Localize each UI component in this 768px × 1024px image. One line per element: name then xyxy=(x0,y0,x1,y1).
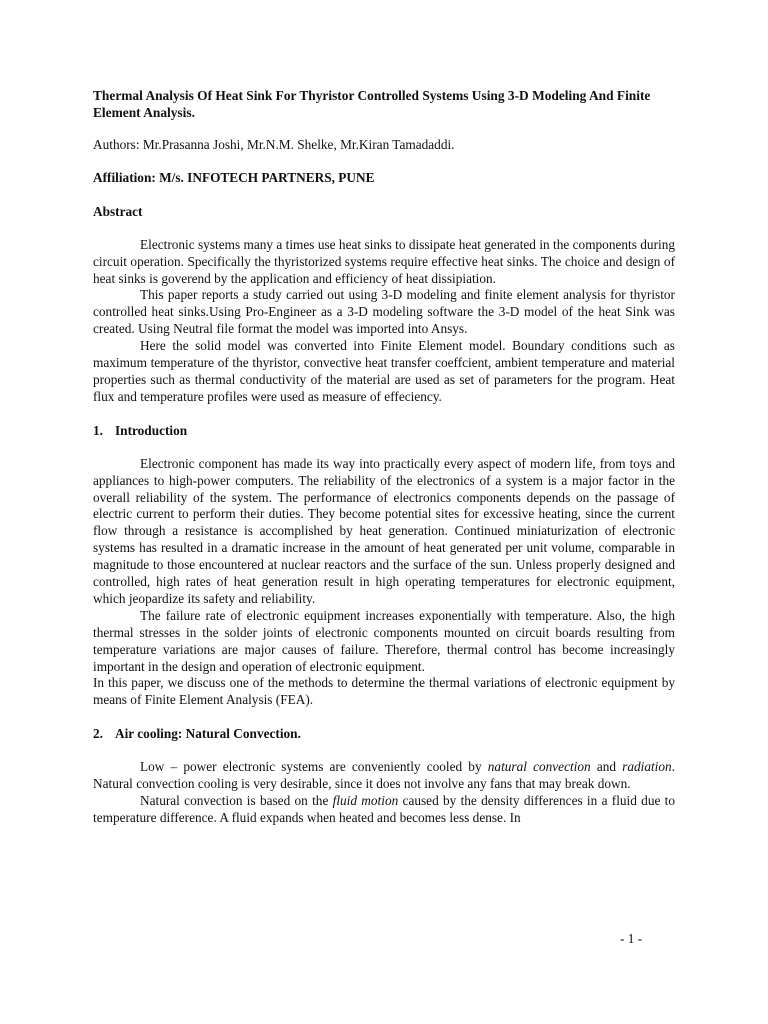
affiliation-line: Affiliation: M/s. INFOTECH PARTNERS, PUNE xyxy=(93,169,375,185)
page-number: - 1 - xyxy=(620,931,643,946)
intro-closing-paragraph: In this paper, we discuss one of the methods to determine the thermal variations of electronic equipment by means of Finite Element Analysis (FEA). xyxy=(93,675,675,708)
spacer xyxy=(93,743,675,759)
emphasis-radiation: radiation xyxy=(622,759,672,775)
abstract-heading: Abstract xyxy=(93,203,143,219)
paper-page xyxy=(93,88,675,827)
paper-title: Thermal Analysis Of Heat Sink For Thyristor Controlled Systems Using 3-D Modeling And Finite Element Analysis. xyxy=(93,88,651,120)
spacer xyxy=(93,221,675,237)
convection-paragraph xyxy=(93,759,675,793)
emphasis-fluid-motion: fluid motion xyxy=(332,793,399,808)
section-number: 1. xyxy=(93,422,103,438)
text-run: caused by the density differences in a fluid due to temperature difference. A fluid expands when heated and becomes less dense. In xyxy=(93,793,675,825)
text-run: Low – power electronic systems are conveniently cooled by xyxy=(140,759,488,775)
intro-paragraph: Electronic component has made its way into practically every aspect of modern life, from toys and appliances to high-power computers. The reliability of the electronics of a system is a major factor in the overall reliability of the system. The performance of electronics components depends on the passage of electric current to perform their duties. They become potential sites for excessive heating, since the current flow through a resistance is accomplished by heat generation. Continued miniaturization of electronic systems has resulted in a dramatic increase in the amount of heat generated per unit volume, comparable in magnitude to those encountered at nuclear reactors and the surface of the sun. Unless properly designed and controlled, high rates of heat generation result in high operating temperatures for electronic equipment, which jeopardize its safety and reliability. xyxy=(93,455,675,606)
section-number: 2. xyxy=(93,726,103,742)
authors-line: Authors: Mr.Prasanna Joshi, Mr.N.M. Shelke, Mr.Kiran Tamadaddi. xyxy=(93,137,455,152)
section-title: Introduction xyxy=(115,422,188,438)
text-run: . Natural convection cooling is very desirable, since it does not involve any fans that may break down. xyxy=(93,759,675,792)
intro-paragraph: The failure rate of electronic equipment increases exponentially with temperature. Also, the high thermal stresses in the solder joints of electronic components mounted on circuit boards resulting from temperature variations are major causes of failure. Therefore, thermal control has become increasingly important in the design and operation of electronic equipment. xyxy=(93,607,675,674)
abstract-paragraph: Here the solid model was converted into Finite Element model. Boundary conditions such as maximum temperature of the thyristor, convective heat transfer coeffcient, ambient temperature and material properties such as thermal conductivity of the material are used as set of parameters for the program. Heat flux and temperature profiles were used as measure of effeciency. xyxy=(93,338,675,404)
section-heading-introduction xyxy=(93,423,675,440)
text-run: Natural convection is based on the xyxy=(140,793,333,808)
emphasis-natural-convection: natural convection xyxy=(487,759,591,775)
abstract-paragraph: This paper reports a study carried out using 3-D modeling and finite element analysis for thyristor controlled heat sinks.Using Pro-Engineer as a 3-D modeling software the 3-D model of the heat Sink was created. Using Neutral file format the model was imported into Ansys. xyxy=(93,287,675,337)
abstract-paragraph: Electronic systems many a times use heat sinks to dissipate heat generated in the components during circuit operation. Specifically the thyristorized systems require effective heat sinks. The choice and design of heat sinks is goverend by the application and efficiency of heat dissipiation. xyxy=(93,236,675,286)
section-heading-air-cooling xyxy=(93,726,675,743)
spacer xyxy=(93,440,675,456)
section-title: Air cooling: Natural Convection. xyxy=(115,726,301,742)
convection-paragraph xyxy=(93,793,675,827)
text-run: and xyxy=(590,759,623,775)
